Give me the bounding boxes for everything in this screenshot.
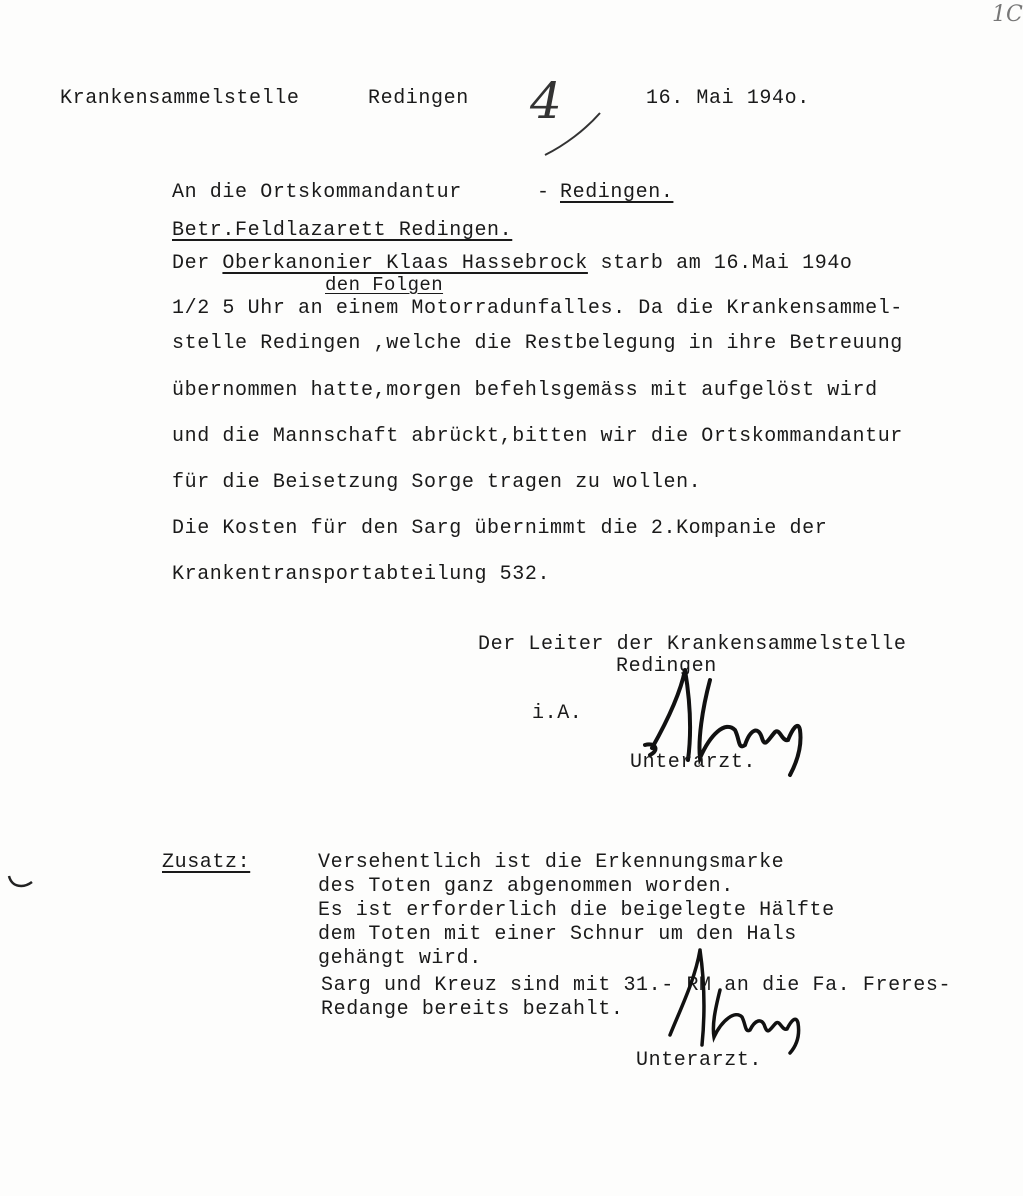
sender-place: Redingen [368,87,469,110]
body-line-7: Die Kosten für den Sarg übernimmt die 2.Kompanie der [172,517,828,540]
addendum-label: Zusatz: [162,851,251,874]
body-line-3: stelle Redingen ,welche die Restbelegung in ihre Betreuung [172,332,903,355]
recipient-dash: - [537,181,550,204]
signature-title: Unterarzt. [630,751,757,774]
addendum-line-4: dem Toten mit einer Schnur um den Hals [318,923,797,946]
addendum-line-5: gehängt wird. [318,947,482,970]
body-line-1-start: Der [172,252,223,275]
body-line-2: 1/2 5 Uhr an einem Motorradunfalles. Da die Krankensammel- [172,297,903,320]
corner-mark: 1C [992,2,1023,27]
body-line-8: Krankentransportabteilung 532. [172,563,551,586]
letter-date: 16. Mai 194o. [646,87,810,110]
body-line-4: übernommen hatte,morgen befehlsgemäss mit aufgelöst wird [172,379,878,402]
subject-line: Betr.Feldlazarett Redingen. [172,219,513,242]
addendum-line-6: Sarg und Kreuz sind mit 31.- RM an die Fa. Freres- [321,974,952,997]
addendum-line-1: Versehentlich ist die Erkennungsmarke [318,851,785,874]
recipient-place: Redingen. [560,181,674,204]
pencil-page-number: 4 [530,72,562,130]
signature-ia: i.A. [532,702,583,725]
signature-heading: Der Leiter der Krankensammelstelle [478,633,907,656]
pencil-slash-mark [540,105,610,165]
addendum-line-3: Es ist erforderlich die beigelegte Hälfte [318,899,835,922]
deceased-name: Oberkanonier Klaas Hassebrock [222,252,588,275]
addendum-line-7: Redange bereits bezahlt. [321,998,624,1021]
addendum-signature-title: Unterarzt. [636,1049,763,1072]
body-line-1-end: starb am 16.Mai 194o [587,252,853,275]
handwritten-signature-2 [650,945,820,1055]
recipient: An die Ortskommandantur [172,181,462,204]
addendum-line-2: des Toten ganz abgenommen worden. [318,875,734,898]
body-line-1 [172,253,853,275]
sender-name: Krankensammelstelle [60,87,300,110]
margin-mark [6,872,36,892]
body-line-6: für die Beisetzung Sorge tragen zu wollen. [172,471,702,494]
signature-place: Redingen [616,655,717,678]
body-insertion: den Folgen [325,274,444,296]
body-line-5: und die Mannschaft abrückt,bitten wir die Ortskommandantur [172,425,903,448]
